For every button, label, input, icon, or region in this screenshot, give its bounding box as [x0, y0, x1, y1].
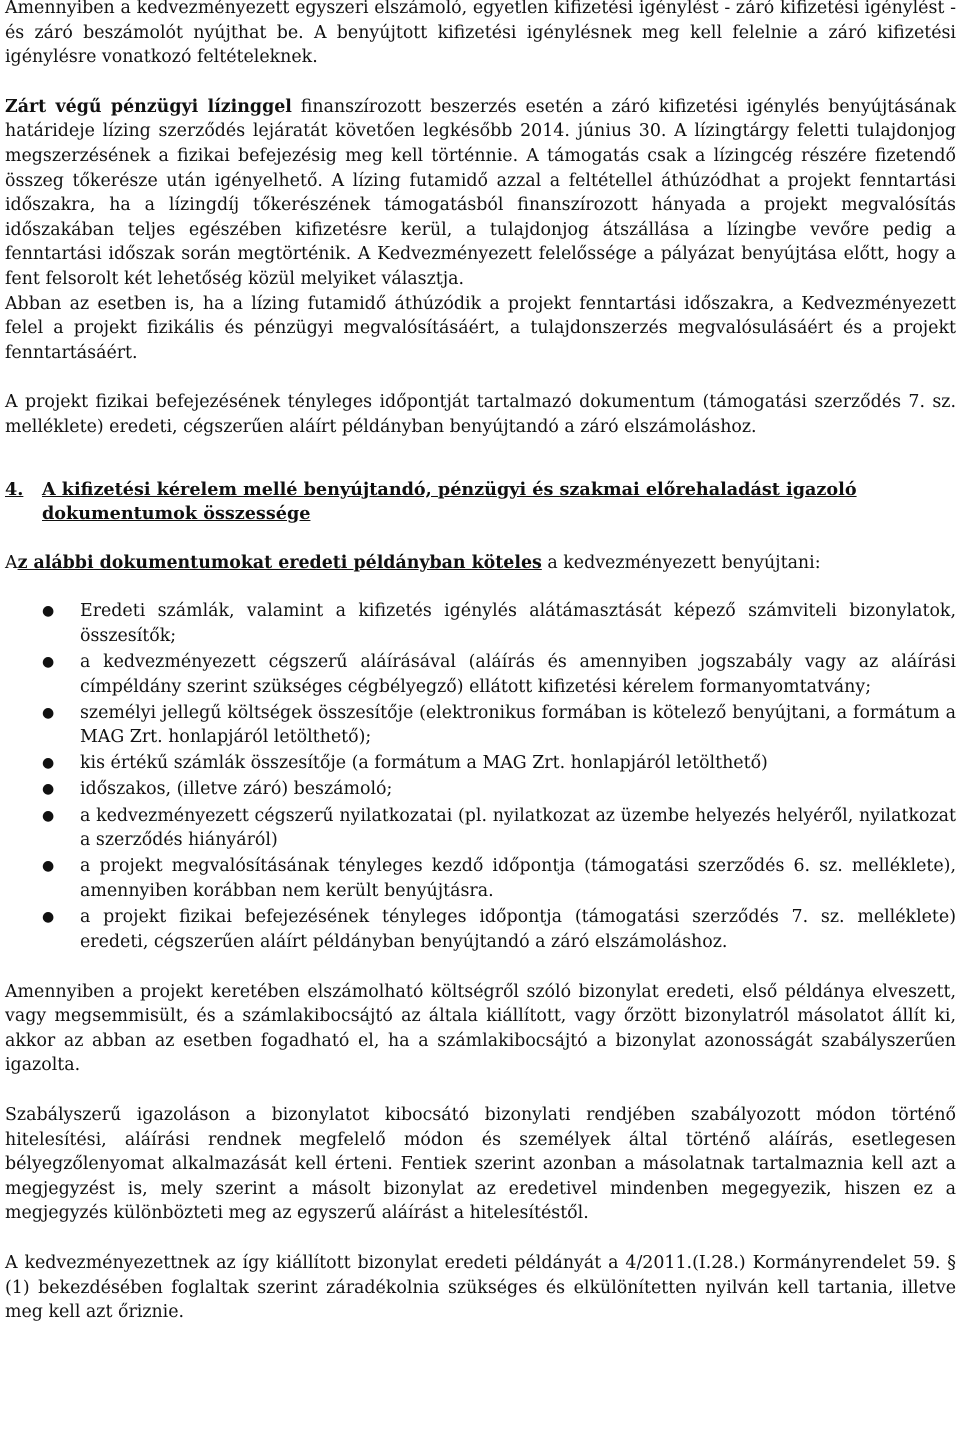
list-item-text: a projekt fizikai befejezésének tényleges időpontja (támogatási szerződés 7. sz. melléklete) eredeti, cégszerűen aláírt példányban benyújtandó a záró elszámoláshoz. [80, 906, 956, 952]
bullet-icon: ● [42, 755, 55, 772]
list-intro-emphasis: z alábbi dokumentumokat eredeti példányban köteles [17, 552, 542, 573]
section-title: A kifizetési kérelem mellé benyújtandó, pénzügyi és szakmai előrehaladást igazoló dokumentumok összessége [42, 478, 857, 525]
spacer [5, 527, 956, 551]
list-item [5, 777, 956, 802]
list-item [5, 905, 956, 954]
leasing-extension-paragraph: Abban az esetben is, ha a lízing futamidő áthúzódik a projekt fenntartási időszakra, a Kedvezményezett felel a projekt fizikális és pénzügyi megvalósításáért, a tulajdonszerzés megvalósulásáért és a projekt fenntartásáért. [5, 293, 956, 363]
list-item-text: a kedvezményezett cégszerű aláírásával (aláírás és amennyiben jogszabály vagy az aláírási címpéldány szerint szükséges cégbélyegző) ellátott kifizetési kérelem formanyomtatvány; [80, 651, 956, 697]
list-item [5, 599, 956, 648]
leasing-bold-lead: Zárt végű pénzügyi lízinggel [5, 96, 292, 117]
list-intro-first-letter: A [5, 552, 18, 573]
list-item-text: személyi jellegű költségek összesítője (elektronikus formában is kötelező benyújtani, a formátum a MAG Zrt. honlapjáról letölthető); [80, 702, 956, 748]
list-item-text: a kedvezményezett cégszerű nyilatkozatai (pl. nyilatkozat az üzembe helyezés helyéről, nyilatkozat a szerződés hiányáról) [80, 805, 956, 851]
spacer [5, 70, 956, 95]
document-page [5, 0, 956, 1325]
list-item-text: a projekt megvalósításának tényleges kezdő időpontja (támogatási szerződés 6. sz. melléklete), amennyiben korábban nem került benyújtásra. [80, 856, 956, 901]
bullet-icon: ● [42, 858, 55, 875]
list-item-text: időszakos, (illetve záró) beszámoló; [80, 779, 393, 800]
spacer [5, 575, 956, 599]
list-item [5, 751, 956, 776]
document-list [5, 599, 956, 954]
spacer [5, 956, 956, 980]
list-item-text: kis értékű számlák összesítője (a formátum a MAG Zrt. honlapjáról letölthető) [80, 753, 768, 774]
spacer [5, 440, 956, 478]
bullet-icon: ● [42, 603, 55, 620]
bullet-icon: ● [42, 908, 55, 925]
list-item [5, 804, 956, 853]
bullet-icon: ● [42, 704, 55, 721]
lost-document-paragraph: Amennyiben a projekt keretében elszámolható költségről szóló bizonylat eredeti, első példánya elveszett, vagy megsemmisült, és a számlakibocsájtó az általa kiállított, vagy őrzött bizonylatról másolatot állít ki, akkor az abban az esetben fogadható el, ha a számlakibocsájtó a bizonylat azonosságát szabályszerűen igazolta. [5, 981, 956, 1076]
intro-paragraph: Amennyiben a kedvezményezett egyszeri elszámoló, egyetlen kifizetési igénylést - záró kifizetési igénylést - és záró beszámolót nyújthat be. A benyújtott kifizetési igénylésnek meg kell felelnie a záró kifizetési igénylésre vonatkozó feltételeknek. [5, 0, 956, 68]
bullet-icon: ● [42, 781, 55, 798]
list-intro [5, 551, 956, 576]
list-item [5, 854, 956, 903]
bullet-icon: ● [42, 653, 55, 670]
leasing-text: finanszírozott beszerzés esetén a záró kifizetési igénylés benyújtásának határideje lízing szerződés lejáratát követően legkésőbb 2014. június 30. A lízingtárgy feletti tulajdonjog megszerzésének a fizikai befejezésig meg kell történnie. A támogatás csak a lízingcég részére fizetendő összeg tőkerésze után igényelhető. A lízing futamidő azzal a feltétellel áthúzódhat a projekt fenntartási időszakra, ha a lízingdíj tőkerészének támogatásból finanszírozott hányada a projekt megvalósítás időszakában teljes egészében kifizetésre kerül, a tulajdonjog átszállása a lízingbe vevőre pedig a fenntartási időszak során megtörténik. A Kedvezményezett felelőssége a pályázat benyújtása előtt, hogy a fent felsorolt két lehetőség közül melyiket választja. [5, 96, 956, 289]
bullet-icon: ● [42, 807, 55, 824]
completion-paragraph: A projekt fizikai befejezésének tényleges időpontját tartalmazó dokumentum (támogatási szerződés 7. sz. melléklete) eredeti, cégszerűen aláírt példányban benyújtandó a záró elszámoláshoz. [5, 392, 956, 437]
list-item-text: Eredeti számlák, valamint a kifizetés igénylés alátámasztását képező számviteli bizonylatok, összesítők; [80, 601, 956, 646]
spacer [5, 365, 956, 390]
section-heading [5, 478, 956, 527]
list-item [5, 650, 956, 699]
closing-paragraph: A kedvezményezettnek az így kiállított bizonylat eredeti példányát a 4/2011.(I.28.) Kormányrendelet 59. § (1) bekezdésében foglaltak szerint záradékolnia szükséges és elkülönítetten nyilván kell tartania, illetve meg kell azt őriznie. [5, 1252, 956, 1323]
section-number: 4. [5, 478, 24, 500]
leasing-paragraph [5, 95, 956, 292]
list-intro-rest: a kedvezményezett benyújtani: [541, 552, 821, 573]
spacer [5, 1078, 956, 1103]
spacer [5, 1226, 956, 1251]
certification-paragraph: Szabályszerű igazoláson a bizonylatot kibocsátó bizonylati rendjében szabályozott módon történő hitelesítési, aláírási rendnek megfelelő módon és személyek által történő aláírás, esetlegesen bélyegzőlenyomat alkalmazását kell érteni. Fentiek szerint azonban a másolatnak tartalmaznia kell azt a megjegyzést is, mely szerint a másolt bizonylat az eredetivel mindenben megegyezik, hiszen ez a megjegyzés különbözteti meg az egyszerű aláírást a hitelesítéstől. [5, 1104, 956, 1224]
list-item [5, 701, 956, 750]
